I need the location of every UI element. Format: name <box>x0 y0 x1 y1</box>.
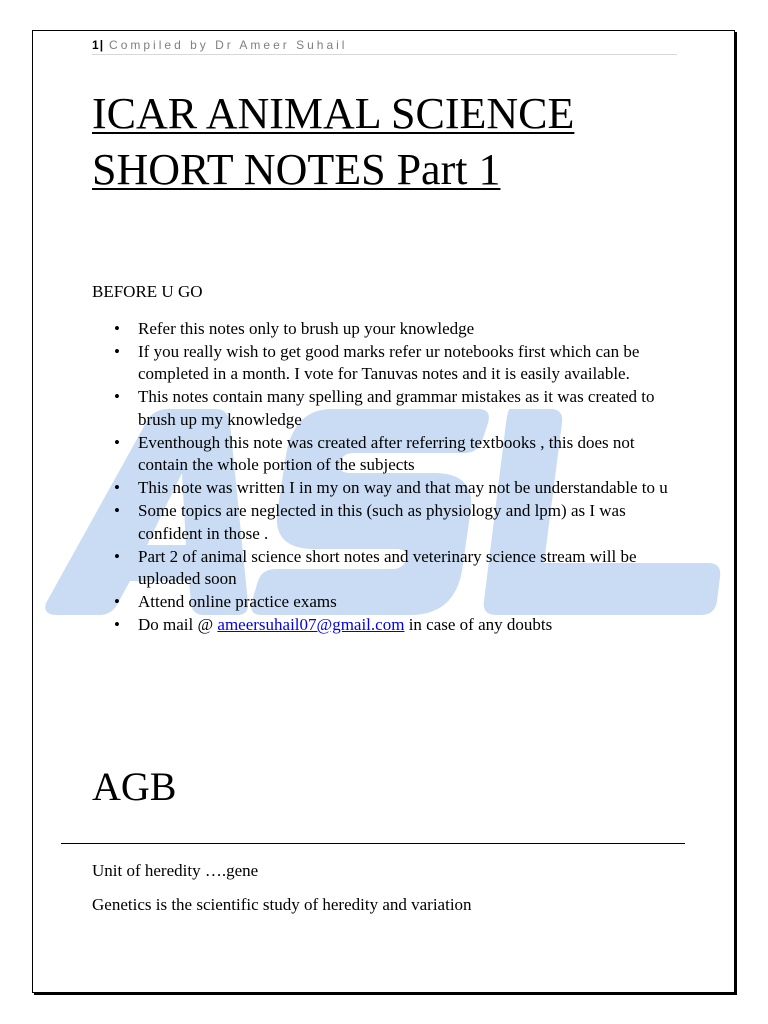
section-divider <box>61 843 685 844</box>
body-line-genetics: Genetics is the scientific study of heredity and variation <box>92 895 472 914</box>
section-heading-agb: AGB <box>92 764 177 809</box>
email-link[interactable]: ameersuhail07@gmail.com <box>217 615 405 634</box>
list-item: • If you really wish to get good marks refer ur notebooks first which can be completed in a month. I vote for Tanuvas notes and it is easily available. <box>138 341 682 386</box>
list-item: • Attend online practice exams <box>138 591 682 614</box>
list-item: • Eventhough this note was created after referring textbooks , this does not contain the whole portion of the subjects <box>138 432 682 477</box>
page-number: 1 <box>92 38 100 52</box>
mail-suffix: in case of any doubts <box>404 615 553 634</box>
before-you-go-section <box>92 281 682 637</box>
before-heading: BEFORE U GO <box>92 282 203 301</box>
list-item: • Refer this notes only to brush up your knowledge <box>138 318 682 341</box>
document-title <box>92 86 692 198</box>
title-line-2: SHORT NOTES Part 1 <box>92 145 501 194</box>
title-line-1: ICAR ANIMAL SCIENCE <box>92 89 575 138</box>
list-item: • Some topics are neglected in this (such as physiology and lpm) as I was confident in those . <box>138 500 682 545</box>
list-item: • This notes contain many spelling and grammar mistakes as it was created to brush up my knowledge <box>138 386 682 431</box>
page-header <box>92 36 677 55</box>
list-item: • This note was written I in my on way and that may not be understandable to u <box>138 477 682 500</box>
list-item: • Part 2 of animal science short notes and veterinary science stream will be uploaded soon <box>138 546 682 591</box>
header-separator: | <box>99 38 104 52</box>
list-item-mail <box>138 614 682 637</box>
compiled-by-text: Compiled by Dr Ameer Suhail <box>109 38 348 52</box>
notes-list <box>92 318 682 637</box>
mail-prefix: Do mail @ <box>138 615 218 634</box>
body-line-heredity: Unit of heredity ….gene <box>92 861 259 880</box>
